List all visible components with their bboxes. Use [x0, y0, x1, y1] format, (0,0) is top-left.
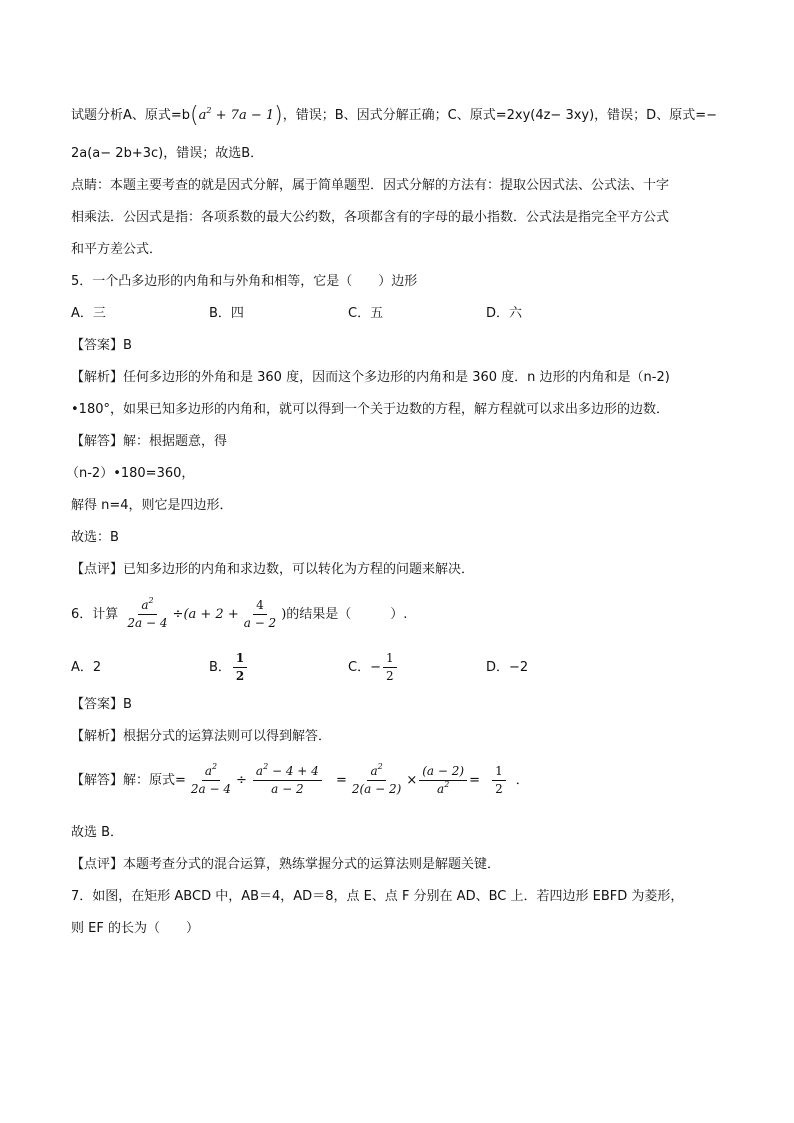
- q6-s-div: ÷: [236, 773, 247, 788]
- q7-line1: 7．如图，在矩形 ABCD 中，AB＝4，AD＝8，点 E、点 F 分别在 AD、BC 上．若四边形 EBFD 为菱形，: [71, 889, 684, 904]
- q6-option-b-label: B．: [209, 660, 231, 675]
- q5-option-a: A．三: [71, 306, 106, 321]
- q6-option-c-den: 2: [385, 669, 394, 683]
- q6-frac1-num: a: [141, 598, 149, 612]
- q6-frac1-den: 2a − 4: [127, 616, 168, 630]
- q6-s-times: ×: [406, 773, 418, 788]
- q6-s-f2-den: a − 2: [271, 782, 304, 796]
- q6-solution-frac3: $\frac{a^2}{2(a - 2)}$: [349, 764, 404, 797]
- q6-option-b-den: 2: [235, 669, 245, 683]
- q6-s-f4-den: a: [437, 782, 445, 796]
- q4-comment-line3: 和平方差公式．: [71, 242, 163, 257]
- q6-s-f1-num: a: [204, 764, 212, 778]
- q6-option-c: [348, 650, 399, 686]
- q6-option-a: A．2: [71, 660, 102, 675]
- q6-s-eq2: =: [469, 773, 480, 788]
- q6-frac2: [241, 598, 279, 631]
- q6-frac1: $\frac{a^2}{2a - 4}$: [124, 598, 170, 631]
- q6-solution-frac4: $\frac{(a - 2)}{a^2}$: [419, 764, 467, 797]
- q6-option-b: [209, 650, 249, 686]
- q4-expr-inner: 7a − 1: [230, 108, 275, 123]
- q6-paren-close: ): [281, 607, 287, 622]
- q5-answer: 【答案】B: [71, 338, 132, 353]
- q6-analysis: 【解析】根据分式的运算法则可以得到解答．: [71, 729, 332, 744]
- q6-s-res-den: 2: [495, 782, 503, 796]
- q4-analysis-line2: 2a(a− 2b+3c)，错误；故选B．: [71, 146, 264, 161]
- q4-analysis-suffix: ，错误；B、因式分解正确；C、原式=2xy(4z− 3xy)，错误；D、原式=−: [282, 108, 717, 123]
- right-paren: ): [274, 103, 283, 128]
- q6-s-f3-num: a: [370, 764, 378, 778]
- q6-s-eq: =: [335, 773, 347, 788]
- q5-option-b: B．四: [209, 306, 244, 321]
- q5-option-c: C．五: [348, 306, 384, 321]
- q6-s-f1-den: 2a − 4: [190, 782, 232, 796]
- q5-question: 5．一个凸多边形的内角和与外角和相等，它是（ ）边形: [71, 274, 418, 289]
- q6-option-b-frac: [233, 651, 247, 684]
- q6-option-d: D．−2: [486, 660, 529, 675]
- q6-suffix: 的结果是（ ）.: [286, 607, 408, 622]
- q4-comment-line2: 相乘法．公因式是指：各项系数的最大公约数，各项都含有的字母的最小指数．公式法是指完全平方公式: [71, 210, 670, 225]
- q6-solution-frac1: $\frac{a^2}{2a - 4}$: [188, 764, 234, 797]
- q6-question: [71, 598, 407, 632]
- q6-answer: 【答案】B: [71, 697, 132, 712]
- q6-s-f4-num: (a − 2): [419, 764, 467, 781]
- q5-analysis-line2: •180°，如果已知多边形的内角和，就可以得到一个关于边数的方程，解方程就可以求出多边形的边数．: [71, 402, 669, 417]
- q6-frac2-num: 4: [253, 598, 267, 615]
- q6-review: 【点评】本题考查分式的混合运算，熟练掌握分式的运算法则是解题关键．: [71, 857, 501, 872]
- q6-frac2-den: a − 2: [243, 616, 277, 630]
- q6-solution-result: [492, 764, 506, 797]
- q6-option-c-num: 1: [383, 651, 397, 668]
- q5-choice: 故选：B: [71, 530, 119, 545]
- q5-solution-eq: （n-2）•180=360，: [66, 466, 195, 481]
- q6-s-end: ．: [515, 773, 529, 788]
- q6-s-f3-den: 2(a − 2): [351, 782, 402, 796]
- q4-analysis-prefix: 试题分析A、原式=b: [71, 108, 191, 123]
- q6-solution-frac2: $\frac{a^2 - 4 + 4}{a - 2}$: [253, 764, 322, 797]
- q5-option-d: D．六: [486, 306, 523, 321]
- left-paren: (: [190, 103, 199, 128]
- q5-solution-result: 解得 n=4，则它是四边形．: [71, 498, 233, 513]
- q5-analysis-line1: 【解析】任何多边形的外角和是 360 度，因而这个多边形的内角和是 360 度．n 边形的内角和是（n-2): [71, 370, 670, 385]
- q5-review: 【点评】已知多边形的内角和求边数，可以转化为方程的问题来解决．: [71, 562, 475, 577]
- q6-solution-label: 【解答】解：原式=: [71, 773, 186, 788]
- q6-div: ÷: [172, 607, 184, 622]
- q7-line2: 则 EF 的长为（ ）: [71, 921, 199, 936]
- q4-analysis-line1: [71, 103, 717, 128]
- q6-s-res-num: 1: [492, 764, 506, 781]
- q6-choice: 故选 B．: [71, 825, 124, 840]
- q6-s-f2-num-rest: − 4 + 4: [268, 764, 319, 778]
- q4-expr: $a^2$ +: [198, 106, 231, 123]
- q6-prefix: 6．计算: [71, 607, 119, 622]
- q6-option-b-num: 1: [233, 651, 247, 668]
- q6-solution: [71, 762, 529, 800]
- q5-solution-label: 【解答】解：根据题意，得: [71, 434, 228, 449]
- q6-option-c-label: C．−: [348, 660, 381, 675]
- q6-option-c-frac: [383, 651, 397, 684]
- q4-comment-line1: 点睛：本题主要考查的就是因式分解，属于简单题型．因式分解的方法有：提取公因式法、公式法、十字: [71, 178, 670, 193]
- q6-paren-expr: (a + 2 +: [183, 607, 239, 622]
